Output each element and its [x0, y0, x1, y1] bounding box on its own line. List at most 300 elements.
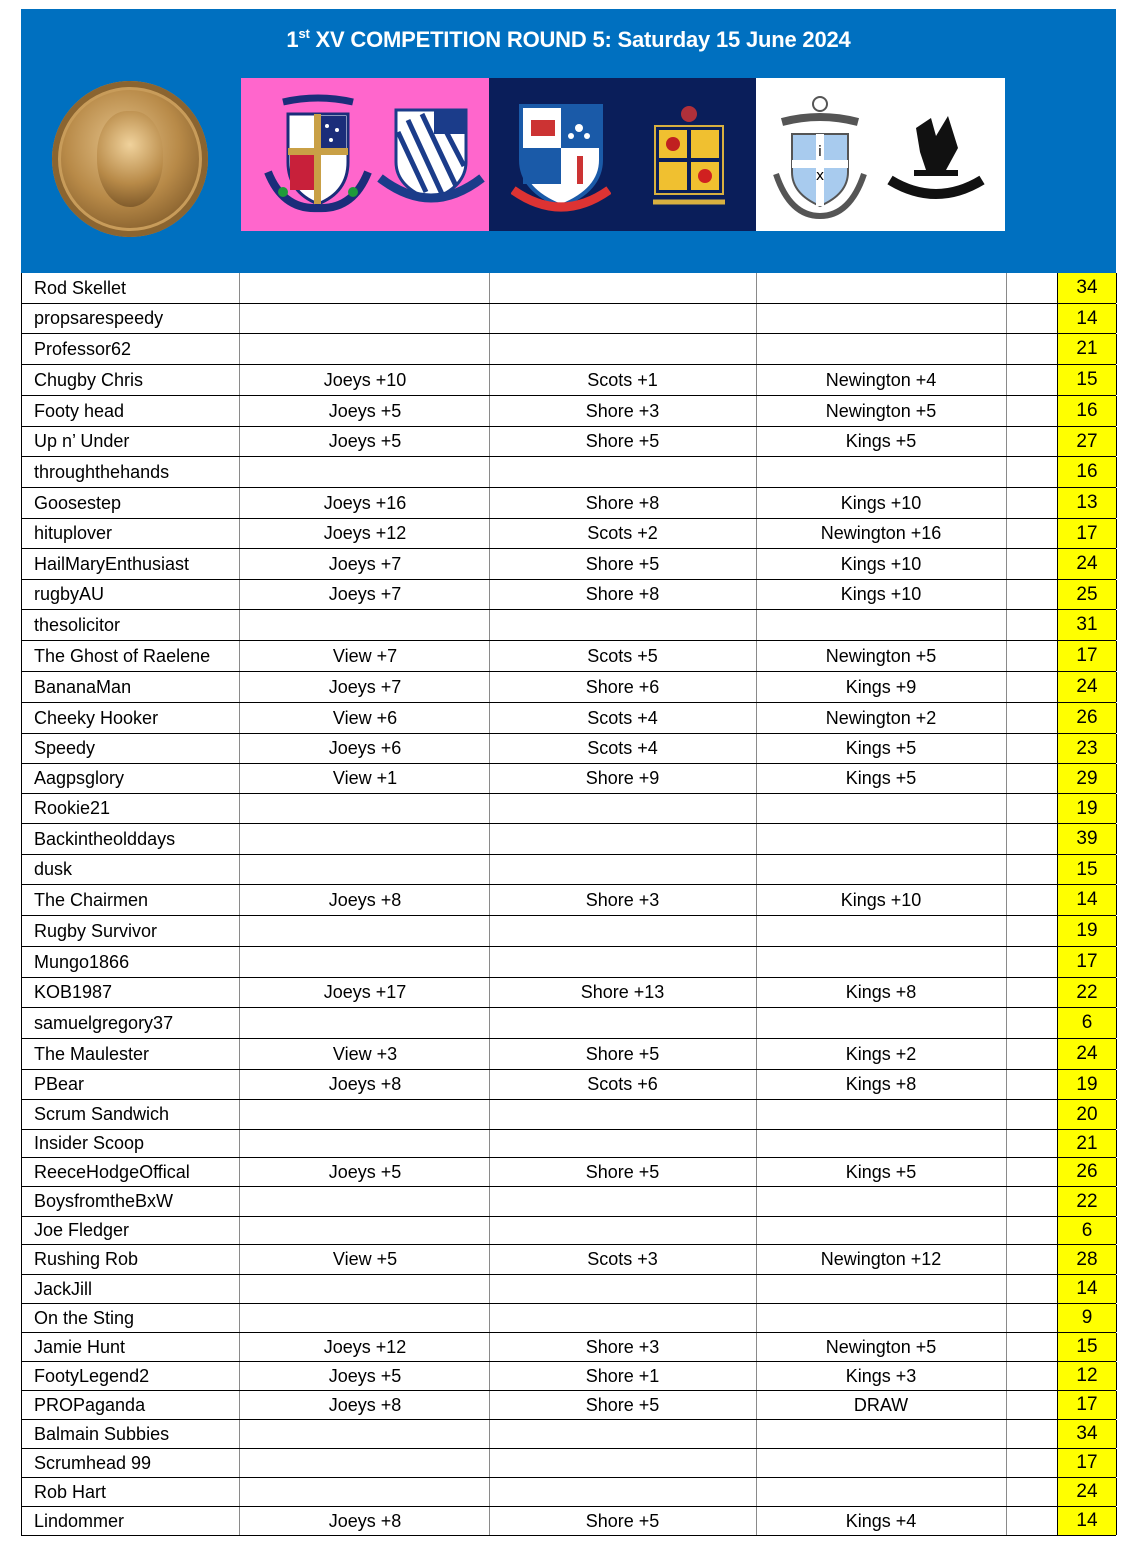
pick-match-1: Joeys +5	[241, 427, 490, 456]
participant-name: The Ghost of Raelene	[21, 641, 240, 671]
score-cell: 19	[1057, 794, 1117, 823]
spacer-cell	[1006, 1333, 1057, 1361]
spacer-cell	[1006, 1130, 1057, 1157]
spacer-cell	[1006, 703, 1057, 733]
score-cell: 34	[1057, 273, 1117, 303]
pick-match-1	[241, 610, 490, 640]
pick-match-1: Joeys +5	[241, 396, 490, 426]
table-row	[21, 1362, 1116, 1391]
pick-match-3: Newington +5	[756, 1333, 1007, 1361]
pick-match-2: Scots +2	[489, 519, 757, 548]
score-cell: 14	[1057, 1507, 1117, 1535]
pick-match-1	[241, 1100, 490, 1129]
score-cell: 9	[1057, 1304, 1117, 1332]
table-row	[21, 947, 1116, 978]
participant-name: FootyLegend2	[21, 1362, 240, 1390]
table-row	[21, 427, 1116, 457]
table-row	[21, 1275, 1116, 1304]
score-cell: 15	[1057, 365, 1117, 395]
pick-match-2	[489, 855, 757, 884]
header-banner	[21, 9, 1116, 273]
table-row	[21, 1420, 1116, 1449]
table-row	[21, 1158, 1116, 1187]
pick-match-2	[489, 1275, 757, 1303]
spacer-cell	[1006, 519, 1057, 548]
table-row	[21, 1333, 1116, 1362]
spacer-cell	[1006, 457, 1057, 487]
spacer-cell	[1006, 1449, 1057, 1477]
table-row	[21, 457, 1116, 488]
pick-match-2: Shore +8	[489, 488, 757, 518]
score-cell: 19	[1057, 1070, 1117, 1099]
pick-match-2: Scots +5	[489, 641, 757, 671]
title-number: 1	[286, 27, 299, 52]
spacer-cell	[1006, 1478, 1057, 1506]
participant-name: Rod Skellet	[21, 273, 240, 303]
table-row	[21, 610, 1116, 641]
table-row	[21, 1187, 1116, 1217]
participant-name: Chugby Chris	[21, 365, 240, 395]
pick-match-2: Shore +5	[489, 549, 757, 579]
pick-match-1: Joeys +12	[241, 1333, 490, 1361]
pick-match-2	[489, 1187, 757, 1216]
participant-name: Balmain Subbies	[21, 1420, 240, 1448]
score-cell: 21	[1057, 334, 1117, 364]
pick-match-2	[489, 1008, 757, 1038]
pick-match-3	[756, 1420, 1007, 1448]
pick-match-1	[241, 273, 490, 303]
st-josephs-college-crest	[263, 92, 373, 217]
score-cell: 39	[1057, 824, 1117, 854]
pick-match-1	[241, 304, 490, 333]
pick-match-1	[241, 1217, 490, 1244]
participant-name: On the Sting	[21, 1304, 240, 1332]
score-cell: 21	[1057, 1130, 1117, 1157]
pick-match-3: Kings +10	[756, 580, 1007, 609]
svg-text:i: i	[818, 144, 822, 160]
pick-match-2: Shore +3	[489, 885, 757, 915]
spacer-cell	[1006, 1100, 1057, 1129]
score-cell: 27	[1057, 427, 1117, 456]
pick-match-2: Shore +3	[489, 396, 757, 426]
pick-match-1	[241, 947, 490, 977]
pick-match-2: Scots +4	[489, 734, 757, 763]
pick-match-1	[241, 1187, 490, 1216]
svg-text:x: x	[815, 168, 825, 184]
pick-match-1: Joeys +5	[241, 1362, 490, 1390]
participant-name: Mungo1866	[21, 947, 240, 977]
pick-match-2	[489, 1449, 757, 1477]
spacer-cell	[1006, 1039, 1057, 1069]
table-row	[21, 734, 1116, 764]
spacer-cell	[1006, 824, 1057, 854]
participant-name: HailMaryEnthusiast	[21, 549, 240, 579]
spacer-cell	[1006, 794, 1057, 823]
pick-match-1	[241, 1130, 490, 1157]
pick-match-2	[489, 794, 757, 823]
participant-name: PBear	[21, 1070, 240, 1099]
score-cell: 29	[1057, 764, 1117, 793]
pick-match-3: Kings +2	[756, 1039, 1007, 1069]
sydney-grammar-crest	[511, 98, 611, 218]
spacer-cell	[1006, 427, 1057, 456]
aagps-medal-logo	[52, 81, 208, 237]
table-row	[21, 519, 1116, 549]
pick-match-1	[241, 824, 490, 854]
pick-match-3: Newington +12	[756, 1245, 1007, 1274]
pick-match-2	[489, 1304, 757, 1332]
pick-match-1	[241, 1449, 490, 1477]
spacer-cell	[1006, 734, 1057, 763]
spacer-cell	[1006, 1304, 1057, 1332]
score-cell: 6	[1057, 1008, 1117, 1038]
participant-name: Footy head	[21, 396, 240, 426]
newington-dragon-crest	[886, 108, 986, 208]
pick-match-1	[241, 1304, 490, 1332]
score-cell: 22	[1057, 978, 1117, 1007]
participant-name: Up n’ Under	[21, 427, 240, 456]
pick-match-3	[756, 916, 1007, 946]
pick-match-1: View +5	[241, 1245, 490, 1274]
table-row	[21, 1070, 1116, 1100]
table-row	[21, 1478, 1116, 1507]
pick-match-1: Joeys +8	[241, 1507, 490, 1535]
pick-match-3	[756, 855, 1007, 884]
score-cell: 17	[1057, 1449, 1117, 1477]
participant-name: KOB1987	[21, 978, 240, 1007]
participant-name: Professor62	[21, 334, 240, 364]
score-cell: 14	[1057, 304, 1117, 333]
pick-match-1	[241, 1478, 490, 1506]
pick-match-1: View +1	[241, 764, 490, 793]
spacer-cell	[1006, 1275, 1057, 1303]
table-row	[21, 1449, 1116, 1478]
pick-match-2: Shore +8	[489, 580, 757, 609]
participant-name: Rookie21	[21, 794, 240, 823]
table-row	[21, 1391, 1116, 1420]
pick-match-1: Joeys +12	[241, 519, 490, 548]
spacer-cell	[1006, 1507, 1057, 1535]
participant-name: Backintheolddays	[21, 824, 240, 854]
score-cell: 14	[1057, 885, 1117, 915]
score-cell: 12	[1057, 1362, 1117, 1390]
table-row	[21, 488, 1116, 519]
pick-match-2: Shore +9	[489, 764, 757, 793]
pick-match-3: Newington +2	[756, 703, 1007, 733]
spacer-cell	[1006, 1187, 1057, 1216]
pick-match-1	[241, 457, 490, 487]
spacer-cell	[1006, 610, 1057, 640]
score-cell: 17	[1057, 1391, 1117, 1419]
pick-match-2	[489, 1130, 757, 1157]
score-cell: 13	[1057, 488, 1117, 518]
table-row	[21, 764, 1116, 794]
pick-match-1	[241, 334, 490, 364]
pick-match-2	[489, 1420, 757, 1448]
table-row	[21, 794, 1116, 824]
participant-name: Aagpsglory	[21, 764, 240, 793]
participant-name: Rushing Rob	[21, 1245, 240, 1274]
participant-name: ReeceHodgeOffical	[21, 1158, 240, 1186]
score-cell: 24	[1057, 1478, 1117, 1506]
pick-match-2	[489, 610, 757, 640]
pick-match-3	[756, 273, 1007, 303]
pick-match-1	[241, 1420, 490, 1448]
spacer-cell	[1006, 488, 1057, 518]
participant-name: rugbyAU	[21, 580, 240, 609]
participant-name: thesolicitor	[21, 610, 240, 640]
table-row	[21, 1217, 1116, 1245]
pick-match-2: Scots +3	[489, 1245, 757, 1274]
score-cell: 17	[1057, 641, 1117, 671]
pick-match-1: View +7	[241, 641, 490, 671]
table-row	[21, 396, 1116, 427]
spacer-cell	[1006, 580, 1057, 609]
pick-match-1: Joeys +7	[241, 672, 490, 702]
pick-match-2: Shore +5	[489, 1039, 757, 1069]
pick-match-1: Joeys +5	[241, 1158, 490, 1186]
pick-match-3	[756, 794, 1007, 823]
participant-name: dusk	[21, 855, 240, 884]
pick-match-2: Shore +5	[489, 427, 757, 456]
pick-match-3	[756, 824, 1007, 854]
pick-match-3	[756, 1304, 1007, 1332]
spacer-cell	[1006, 1362, 1057, 1390]
participant-name: Insider Scoop	[21, 1130, 240, 1157]
table-row	[21, 855, 1116, 885]
table-row	[21, 365, 1116, 396]
spacer-cell	[1006, 273, 1057, 303]
score-cell: 24	[1057, 1039, 1117, 1069]
score-cell: 25	[1057, 580, 1117, 609]
participant-name: The Chairmen	[21, 885, 240, 915]
zeus-face-icon	[97, 111, 163, 207]
spacer-cell	[1006, 885, 1057, 915]
score-cell: 19	[1057, 916, 1117, 946]
pick-match-3: Newington +5	[756, 641, 1007, 671]
table-row	[21, 1008, 1116, 1039]
pick-match-3	[756, 1478, 1007, 1506]
pick-match-1	[241, 794, 490, 823]
pick-match-3: Kings +3	[756, 1362, 1007, 1390]
participant-name: Goosestep	[21, 488, 240, 518]
scots-college-crest	[639, 92, 739, 217]
pick-match-3: Kings +10	[756, 488, 1007, 518]
table-row	[21, 1130, 1116, 1158]
score-cell: 15	[1057, 1333, 1117, 1361]
participant-name: JackJill	[21, 1275, 240, 1303]
participant-name: Joe Fledger	[21, 1217, 240, 1244]
table-row	[21, 1304, 1116, 1333]
pick-match-3: Newington +4	[756, 365, 1007, 395]
pick-match-1: Joeys +8	[241, 1070, 490, 1099]
pick-match-3	[756, 1130, 1007, 1157]
score-cell: 24	[1057, 549, 1117, 579]
pick-match-2	[489, 947, 757, 977]
spacer-cell	[1006, 1217, 1057, 1244]
pick-match-2: Shore +3	[489, 1333, 757, 1361]
match1-logos-panel	[241, 78, 489, 231]
table-row	[21, 1507, 1116, 1536]
participant-name: Speedy	[21, 734, 240, 763]
spacer-cell	[1006, 1158, 1057, 1186]
spacer-cell	[1006, 549, 1057, 579]
score-cell: 16	[1057, 396, 1117, 426]
spacer-cell	[1006, 855, 1057, 884]
table-row	[21, 916, 1116, 947]
pick-match-3	[756, 1449, 1007, 1477]
participant-name: Rugby Survivor	[21, 916, 240, 946]
pick-match-1: Joeys +8	[241, 885, 490, 915]
pick-match-3	[756, 1275, 1007, 1303]
score-cell: 28	[1057, 1245, 1117, 1274]
table-row	[21, 334, 1116, 365]
pick-match-1	[241, 1008, 490, 1038]
score-cell: 14	[1057, 1275, 1117, 1303]
spacer-cell	[1006, 1070, 1057, 1099]
pick-match-2: Scots +4	[489, 703, 757, 733]
pick-match-3	[756, 457, 1007, 487]
spacer-cell	[1006, 672, 1057, 702]
participant-name: Lindommer	[21, 1507, 240, 1535]
table-row	[21, 273, 1116, 304]
participant-name: propsarespeedy	[21, 304, 240, 333]
participant-name: Jamie Hunt	[21, 1333, 240, 1361]
pick-match-2	[489, 824, 757, 854]
pick-match-2	[489, 916, 757, 946]
pick-match-2: Shore +5	[489, 1158, 757, 1186]
pick-match-1: Joeys +16	[241, 488, 490, 518]
participant-name: Cheeky Hooker	[21, 703, 240, 733]
pick-match-3: Kings +10	[756, 885, 1007, 915]
table-row	[21, 703, 1116, 734]
score-cell: 23	[1057, 734, 1117, 763]
table-row	[21, 1245, 1116, 1275]
pick-match-3: Kings +10	[756, 549, 1007, 579]
pick-match-1	[241, 855, 490, 884]
participant-name: Rob Hart	[21, 1478, 240, 1506]
spacer-cell	[1006, 916, 1057, 946]
pick-match-3	[756, 1217, 1007, 1244]
pick-match-3: Kings +5	[756, 764, 1007, 793]
spacer-cell	[1006, 1245, 1057, 1274]
pick-match-3: Kings +9	[756, 672, 1007, 702]
score-cell: 17	[1057, 519, 1117, 548]
participant-name: samuelgregory37	[21, 1008, 240, 1038]
pick-match-1: View +3	[241, 1039, 490, 1069]
spacer-cell	[1006, 396, 1057, 426]
participant-name: Scrum Sandwich	[21, 1100, 240, 1129]
pick-match-3: Kings +8	[756, 1070, 1007, 1099]
pick-match-1: Joeys +7	[241, 580, 490, 609]
table-row	[21, 978, 1116, 1008]
pick-match-3: Newington +16	[756, 519, 1007, 548]
spacer-cell	[1006, 641, 1057, 671]
participant-name: BananaMan	[21, 672, 240, 702]
participant-name: Scrumhead 99	[21, 1449, 240, 1477]
pick-match-2: Scots +6	[489, 1070, 757, 1099]
table-row	[21, 672, 1116, 703]
table-row	[21, 549, 1116, 580]
pick-match-2	[489, 273, 757, 303]
spacer-cell	[1006, 947, 1057, 977]
pick-match-3: Kings +5	[756, 1158, 1007, 1186]
pick-match-3	[756, 1187, 1007, 1216]
score-cell: 17	[1057, 947, 1117, 977]
score-cell: 26	[1057, 703, 1117, 733]
table-row	[21, 580, 1116, 610]
pick-match-3	[756, 304, 1007, 333]
table-row	[21, 1100, 1116, 1130]
pick-match-3	[756, 1008, 1007, 1038]
score-cell: 34	[1057, 1420, 1117, 1448]
pick-match-2: Shore +5	[489, 1391, 757, 1419]
pick-match-2: Scots +1	[489, 365, 757, 395]
table-row	[21, 885, 1116, 916]
pick-match-1	[241, 1275, 490, 1303]
pick-match-1: View +6	[241, 703, 490, 733]
pick-match-1: Joeys +17	[241, 978, 490, 1007]
pick-match-3: DRAW	[756, 1391, 1007, 1419]
riverview-crest	[376, 102, 486, 212]
pick-match-2: Shore +1	[489, 1362, 757, 1390]
score-cell: 24	[1057, 672, 1117, 702]
spacer-cell	[1006, 1420, 1057, 1448]
pick-match-3: Kings +8	[756, 978, 1007, 1007]
kings-school-crest	[770, 94, 870, 219]
title-text: XV COMPETITION ROUND 5: Saturday 15 June 2024	[309, 27, 851, 52]
pick-match-3	[756, 610, 1007, 640]
pick-match-2: Shore +5	[489, 1507, 757, 1535]
pick-match-2: Shore +6	[489, 672, 757, 702]
participant-name: PROPaganda	[21, 1391, 240, 1419]
pick-match-1: Joeys +8	[241, 1391, 490, 1419]
spacer-cell	[1006, 764, 1057, 793]
pick-match-2	[489, 334, 757, 364]
pick-match-2	[489, 1478, 757, 1506]
participant-name: throughthehands	[21, 457, 240, 487]
table-row	[21, 1039, 1116, 1070]
title-ordinal: st	[298, 26, 310, 41]
pick-match-2	[489, 1100, 757, 1129]
spacer-cell	[1006, 1008, 1057, 1038]
spacer-cell	[1006, 334, 1057, 364]
table-row	[21, 824, 1116, 855]
score-cell: 16	[1057, 457, 1117, 487]
pick-match-2	[489, 457, 757, 487]
score-cell: 31	[1057, 610, 1117, 640]
table-row	[21, 304, 1116, 334]
pick-match-2: Shore +13	[489, 978, 757, 1007]
match2-logos-panel	[489, 78, 756, 231]
spacer-cell	[1006, 1391, 1057, 1419]
pick-match-1	[241, 916, 490, 946]
table-row	[21, 641, 1116, 672]
spacer-cell	[1006, 304, 1057, 333]
score-cell: 26	[1057, 1158, 1117, 1186]
score-cell: 6	[1057, 1217, 1117, 1244]
page-title	[21, 27, 1116, 53]
pick-match-3	[756, 947, 1007, 977]
participant-name: The Maulester	[21, 1039, 240, 1069]
pick-match-2	[489, 1217, 757, 1244]
pick-match-3	[756, 1100, 1007, 1129]
pick-match-3	[756, 334, 1007, 364]
spacer-cell	[1006, 365, 1057, 395]
pick-match-1: Joeys +10	[241, 365, 490, 395]
score-cell: 20	[1057, 1100, 1117, 1129]
pick-match-3: Kings +5	[756, 427, 1007, 456]
